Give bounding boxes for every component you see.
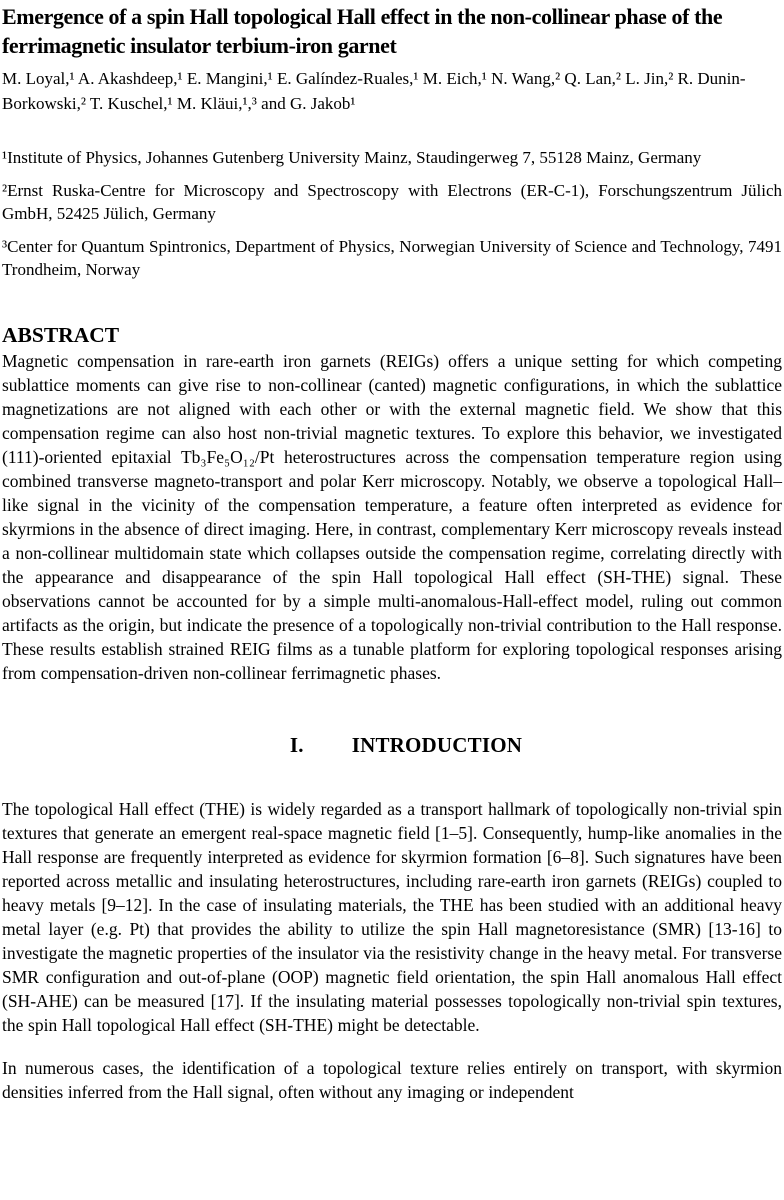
- affiliation-3: ³Center for Quantum Spintronics, Department of Physics, Norwegian University of Science and Technology, 7491 Trondheim, Norway: [2, 237, 782, 279]
- affiliations: [2, 146, 782, 281]
- abstract-text: Magnetic compensation in rare-earth iron garnets (REIGs) offers a unique setting for which competing sublattice moments can give rise to non-collinear (canted) magnetic configurations, in which the sublattice magnetizations are not aligned with each other or with the external magnetic field. We show that this compensation regime can also host non-trivial magnetic textures. To explore this behavior, we investigated (111)-oriented epitaxial Tb₃Fe₅O₁₂/Pt heterostructures across the compensation temperature region using combined transverse magneto-transport and polar Kerr microscopy. Notably, we observe a topological Hall–like signal in the vicinity of the compensation temperature, a feature often interpreted as evidence for skyrmions in the absence of direct imaging. Here, in contrast, complementary Kerr microscopy reveals instead a non-collinear multidomain state which collapses outside the compensation regime, correlating directly with the appearance and disappearance of the spin Hall topological Hall effect (SH-THE) signal. These observations cannot be accounted for by a simple multi-anomalous-Hall-effect model, ruling out common artifacts as the origin, but indicate the presence of a topologically non-trivial contribution to the Hall response. These results establish strained REIG films as a tunable platform for exploring topological responses arising from compensation-driven non-collinear ferrimagnetic phases.: [2, 351, 782, 683]
- section-numeral: I.: [289, 733, 304, 757]
- abstract-heading: ABSTRACT: [2, 323, 120, 347]
- introduction-section: [2, 733, 782, 1104]
- introduction-heading: [2, 733, 782, 757]
- abstract-section: [2, 323, 782, 685]
- affiliation-1: ¹Institute of Physics, Johannes Gutenberg University Mainz, Staudingerweg 7, 55128 Mainz, Germany: [2, 148, 702, 167]
- author-list: M. Loyal,¹ A. Akashdeep,¹ E. Mangini,¹ E. Galíndez-Ruales,¹ M. Eich,¹ N. Wang,² Q. Lan,² L. Jin,² R. Dunin-Borkowski,² T. Kuschel,¹ M. Kläui,¹,³ and G. Jakob¹: [2, 69, 746, 113]
- introduction-paragraph-2: In numerous cases, the identification of a topological texture relies entirely on transport, with skyrmion densities inferred from the Hall signal, often without any imaging or independent: [2, 1058, 782, 1102]
- paper-title: Emergence of a spin Hall topological Hall effect in the non-collinear phase of the ferrimagnetic insulator terbium-iron garnet: [2, 4, 723, 58]
- section-title: INTRODUCTION: [351, 733, 523, 757]
- affiliation-2: ²Ernst Ruska-Centre for Microscopy and Spectroscopy with Electrons (ER-C-1), Forschungszentrum Jülich GmbH, 52425 Jülich, Germany: [2, 181, 782, 223]
- introduction-paragraph-1: The topological Hall effect (THE) is widely regarded as a transport hallmark of topologically non-trivial spin textures that generate an emergent real-space magnetic field [1–5]. Consequently, hump-like anomalies in the Hall response are frequently interpreted as evidence for skyrmion formation [6–8]. Such signatures have been reported across metallic and insulating heterostructures, including rare-earth iron garnets (REIGs) coupled to heavy metals [9–12]. In the case of insulating materials, the THE has been studied with an additional heavy metal layer (e.g. Pt) that provides the ability to utilize the spin Hall magnetoresistance (SMR) [13-16] to investigate the magnetic properties of the insulator via the resistivity change in the heavy metal. For transverse SMR configuration and out-of-plane (OOP) magnetic field orientation, the spin Hall anomalous Hall effect (SH-AHE) can be measured [17]. If the insulating material possesses topologically non-trivial spin textures, the spin Hall topological Hall effect (SH-THE) might be detectable.: [2, 799, 782, 1035]
